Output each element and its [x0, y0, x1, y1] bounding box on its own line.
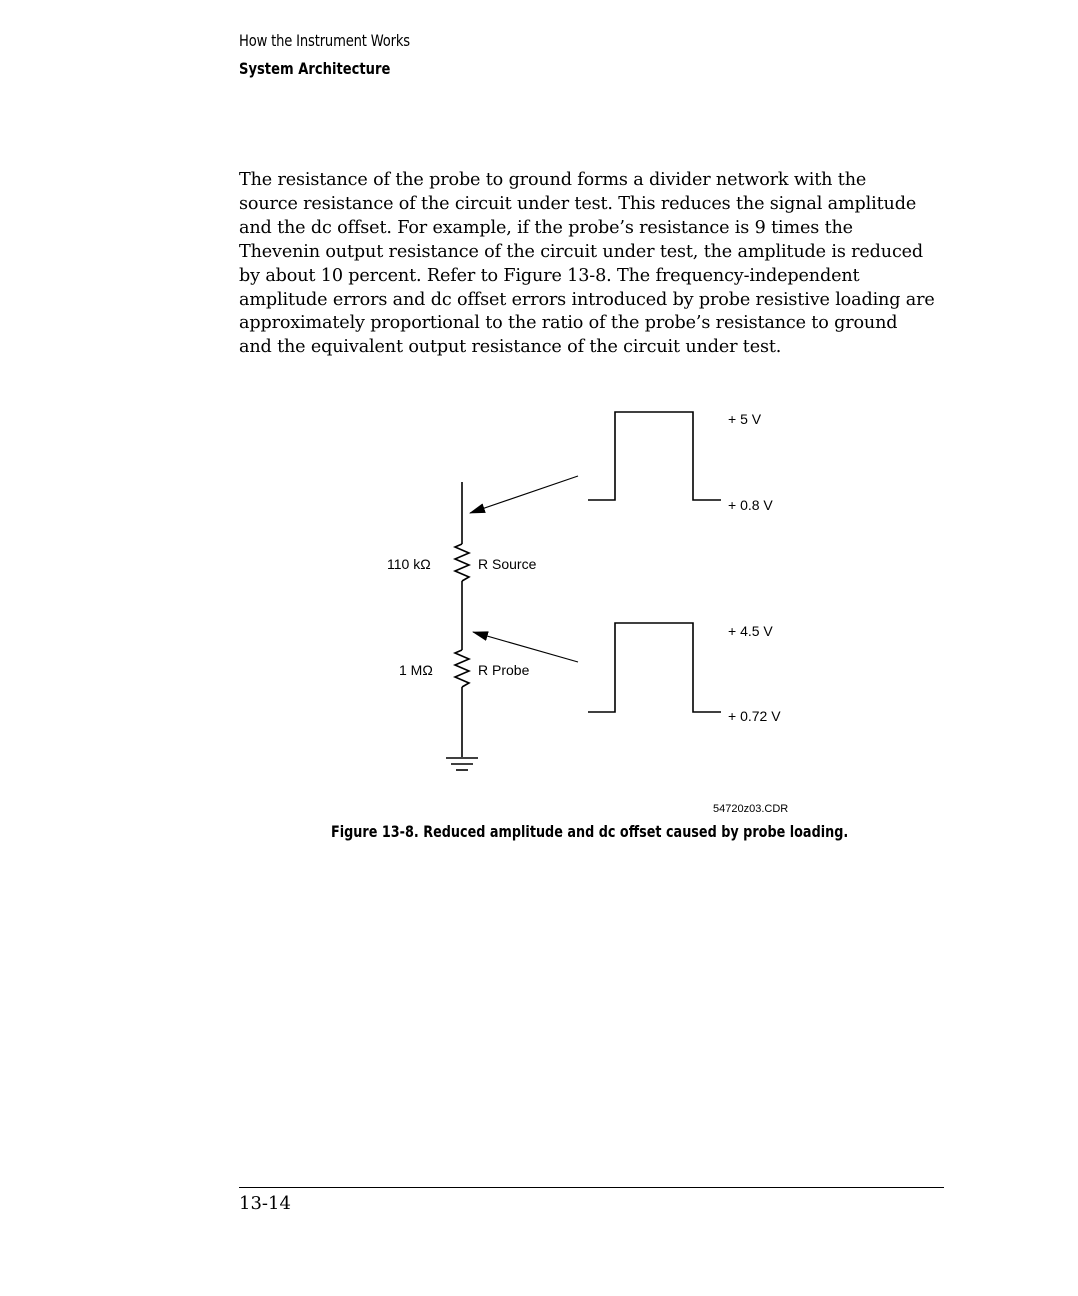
page-number: 13-14 — [239, 1193, 291, 1214]
top-low-voltage-label: + 0.8 V — [728, 497, 773, 513]
paragraph-line: Thevenin output resistance of the circuit under test, the amplitude is reduced — [239, 241, 924, 262]
top-high-voltage-label: + 5 V — [728, 411, 762, 427]
r-probe-value: 1 MΩ — [399, 662, 433, 678]
r-source-label: R Source — [478, 556, 537, 572]
chapter-header: How the Instrument Works — [239, 31, 410, 50]
paragraph-line: approximately proportional to the ratio of the probe’s resistance to ground — [239, 313, 898, 334]
paragraph-line: The resistance of the probe to ground forms a divider network with the — [239, 170, 867, 190]
bottom-arrow — [473, 632, 578, 662]
paragraph-line: and the dc offset. For example, if the probe’s resistance is 9 times the — [239, 217, 853, 238]
bottom-low-voltage-label: + 0.72 V — [728, 708, 781, 724]
r-probe-resistor-symbol — [455, 650, 469, 687]
paragraph-line: amplitude errors and dc offset errors introduced by probe resistive loading are — [239, 289, 935, 310]
paragraph-line: by about 10 percent. Refer to Figure 13-8. The frequency-independent — [239, 265, 860, 286]
footer-rule — [239, 1187, 944, 1188]
section-header: System Architecture — [239, 59, 391, 78]
top-arrow — [470, 476, 578, 513]
top-pulse-waveform — [588, 412, 721, 500]
ground-icon — [446, 758, 478, 770]
bottom-high-voltage-label: + 4.5 V — [728, 623, 773, 639]
r-source-resistor-symbol — [455, 544, 469, 581]
paragraph-line: source resistance of the circuit under test. This reduces the signal amplitude — [239, 193, 917, 214]
paragraph-line: and the equivalent output resistance of the circuit under test. — [239, 337, 782, 358]
bottom-pulse-waveform — [588, 623, 721, 712]
r-probe-label: R Probe — [478, 662, 530, 678]
r-source-value: 110 kΩ — [387, 556, 431, 572]
figure-caption: Figure 13-8. Reduced amplitude and dc offset caused by probe loading. — [331, 822, 849, 841]
figure-file-code: 54720z03.CDR — [713, 803, 789, 815]
